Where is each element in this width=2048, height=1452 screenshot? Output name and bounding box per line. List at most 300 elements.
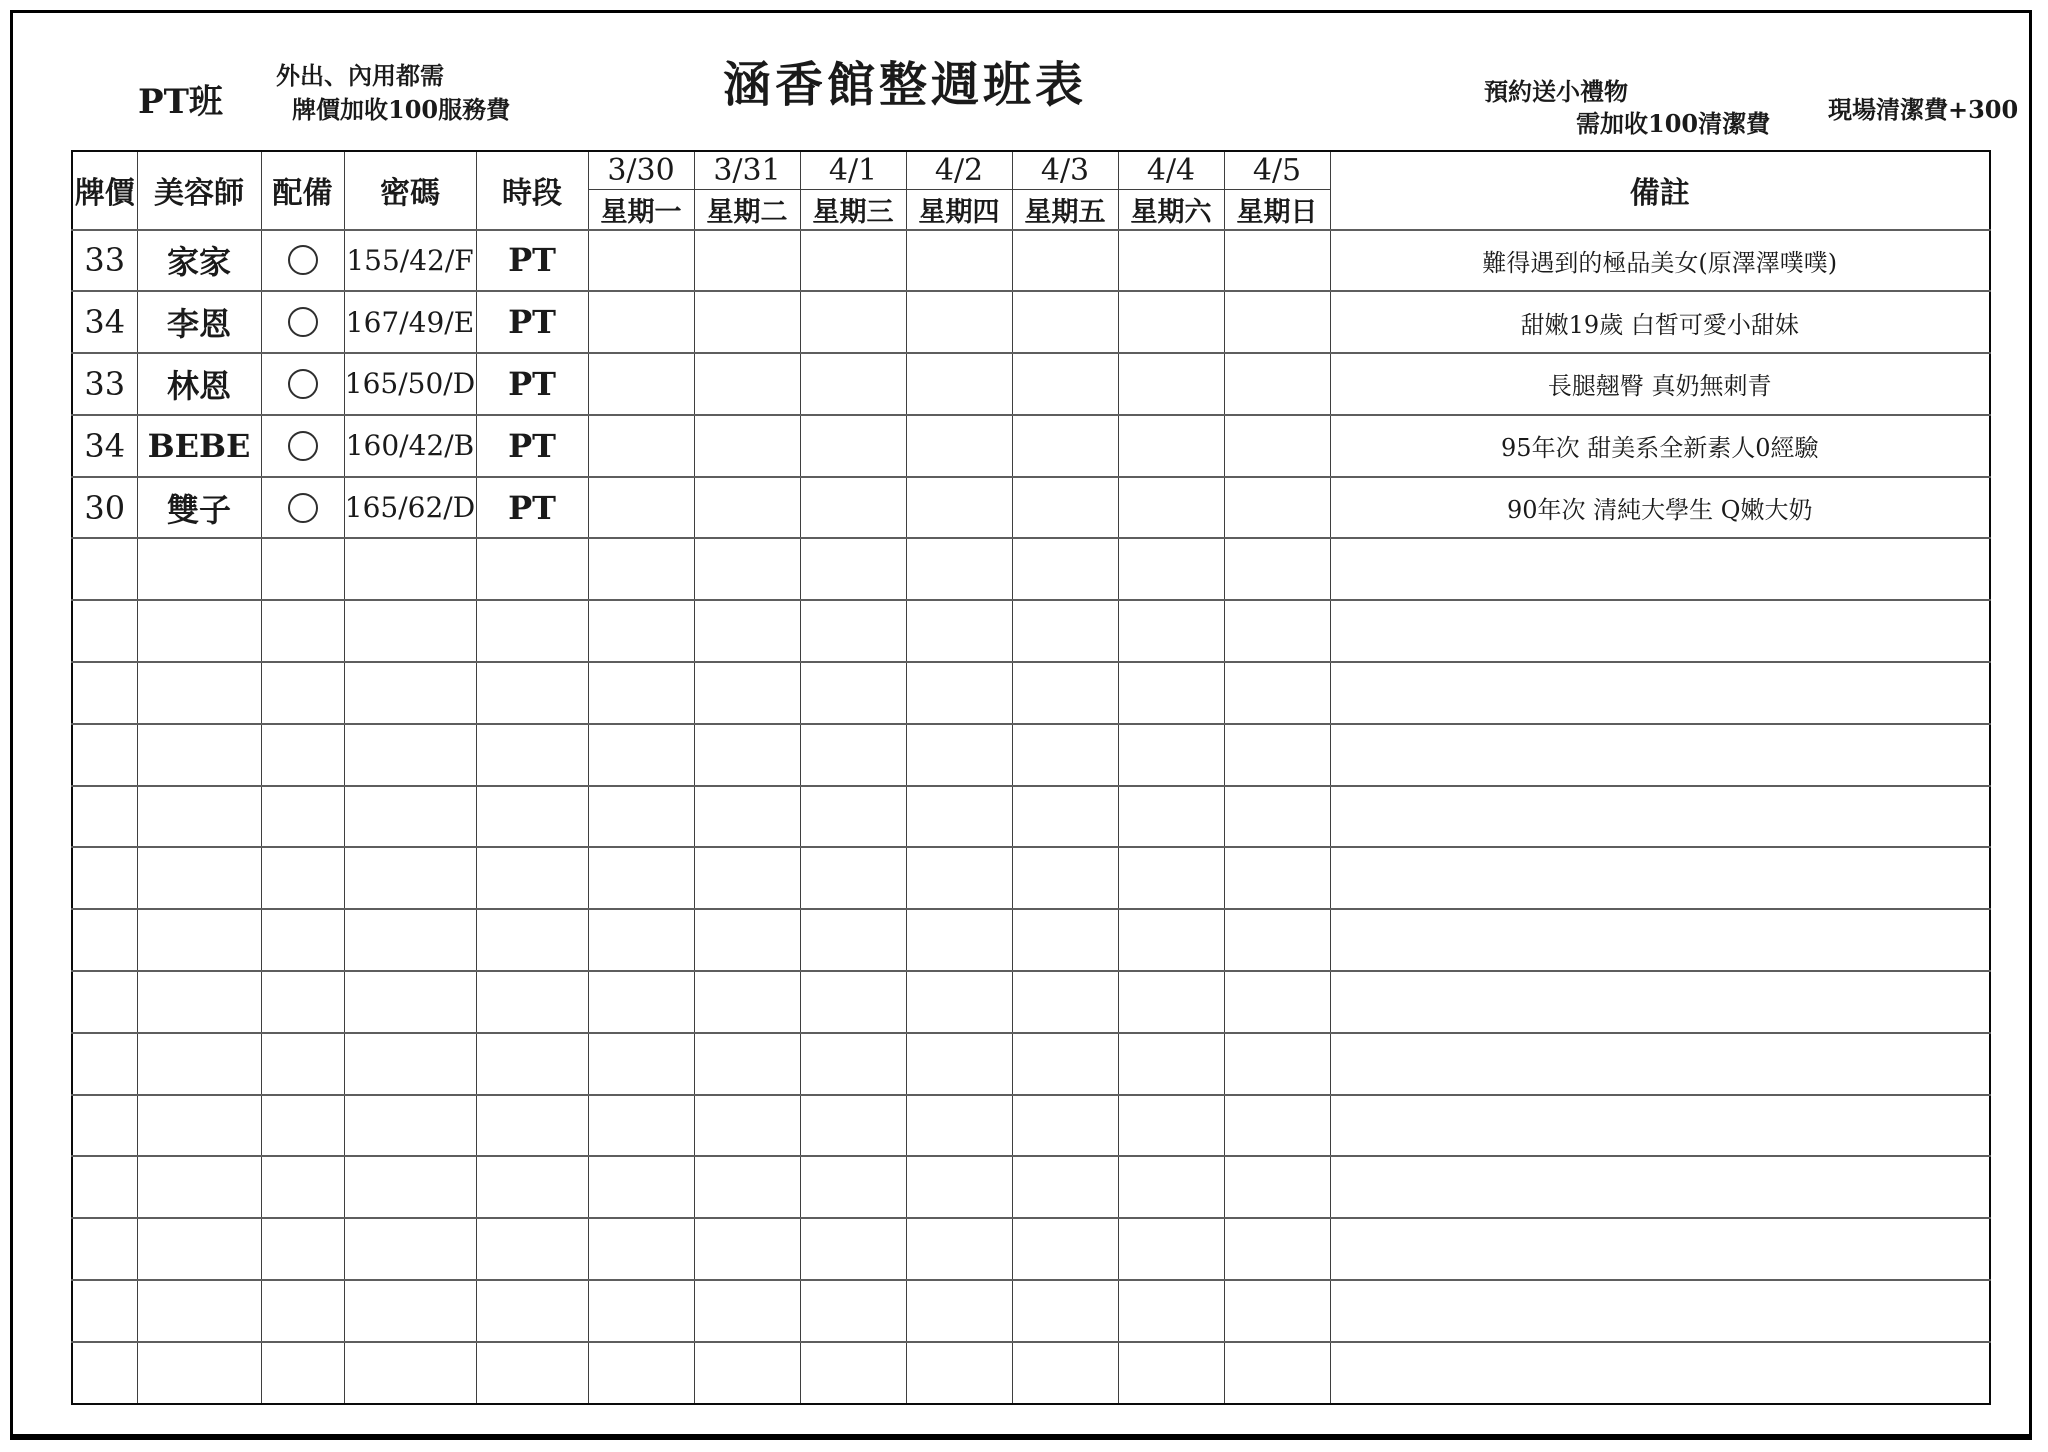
table-row (72, 353, 1990, 415)
day-schedule-cell (1118, 1342, 1224, 1404)
equipment-cell (261, 724, 344, 786)
day-schedule-cell (800, 538, 906, 600)
code-cell (344, 538, 476, 600)
day-schedule-cell (906, 1156, 1012, 1218)
remark-cell: 90年次 清純大學生 Q嫩大奶 (1330, 477, 1990, 539)
price-cell (72, 1033, 137, 1095)
beautician-name-cell (137, 1280, 261, 1342)
day-schedule-cell (588, 1095, 694, 1157)
day-schedule-cell (906, 724, 1012, 786)
day-schedule-cell (588, 724, 694, 786)
beautician-name-cell: 雙子 (137, 477, 261, 539)
day-schedule-cell (1224, 600, 1330, 662)
day-schedule-cell (694, 909, 800, 971)
equipment-cell (261, 600, 344, 662)
day-schedule-cell (906, 415, 1012, 477)
equipment-cell (261, 1218, 344, 1280)
remark-cell (1330, 1280, 1990, 1342)
day-schedule-cell (694, 662, 800, 724)
day-schedule-cell (1012, 724, 1118, 786)
shift-cell (476, 1095, 588, 1157)
service-fee-note-line2: 牌價加收100服務費 (292, 95, 511, 124)
day-schedule-cell (588, 1156, 694, 1218)
col-header-price: 牌價 (72, 151, 137, 230)
price-cell (72, 600, 137, 662)
service-fee-note-line1: 外出、內用都需 (276, 61, 444, 90)
weekday-header: 星期日 (1224, 189, 1330, 230)
equipment-circle-icon (288, 245, 318, 275)
table-row (72, 538, 1990, 600)
remark-cell (1330, 786, 1990, 848)
day-schedule-cell (1224, 415, 1330, 477)
beautician-name-cell (137, 1156, 261, 1218)
day-schedule-cell (1118, 291, 1224, 353)
shift-cell (476, 1280, 588, 1342)
day-schedule-cell (1224, 847, 1330, 909)
day-schedule-cell (1224, 724, 1330, 786)
shift-cell (476, 786, 588, 848)
price-cell (72, 662, 137, 724)
cleaning-fee-note: 需加收100清潔費 (1576, 109, 1771, 138)
remark-cell (1330, 1156, 1990, 1218)
remark-cell (1330, 847, 1990, 909)
shift-cell (476, 724, 588, 786)
code-cell: 165/50/D (344, 353, 476, 415)
equipment-cell (261, 291, 344, 353)
day-schedule-cell (1224, 1218, 1330, 1280)
day-schedule-cell (1118, 1095, 1224, 1157)
weekday-header: 星期五 (1012, 189, 1118, 230)
day-schedule-cell (1224, 477, 1330, 539)
day-schedule-cell (588, 1280, 694, 1342)
col-header-remarks: 備註 (1330, 151, 1990, 230)
day-schedule-cell (1012, 786, 1118, 848)
remark-cell (1330, 1342, 1990, 1404)
day-schedule-cell (694, 847, 800, 909)
schedule-body (72, 230, 1990, 1404)
equipment-cell (261, 1156, 344, 1218)
remark-cell: 難得遇到的極品美女(原澤澤噗噗) (1330, 230, 1990, 292)
code-cell (344, 1095, 476, 1157)
beautician-name-cell (137, 600, 261, 662)
day-schedule-cell (588, 1342, 694, 1404)
table-row (72, 1280, 1990, 1342)
remark-cell (1330, 1033, 1990, 1095)
day-schedule-cell (694, 291, 800, 353)
day-schedule-cell (1012, 971, 1118, 1033)
remark-cell (1330, 971, 1990, 1033)
day-schedule-cell (800, 1095, 906, 1157)
day-schedule-cell (1224, 1095, 1330, 1157)
day-schedule-cell (906, 1218, 1012, 1280)
weekday-header: 星期三 (800, 189, 906, 230)
code-cell (344, 724, 476, 786)
code-cell (344, 600, 476, 662)
col-header-code: 密碼 (344, 151, 476, 230)
day-schedule-cell (800, 600, 906, 662)
day-schedule-cell (694, 1342, 800, 1404)
day-schedule-cell (800, 1033, 906, 1095)
day-schedule-cell (800, 786, 906, 848)
day-schedule-cell (1118, 786, 1224, 848)
day-schedule-cell (1012, 477, 1118, 539)
class-type-label: PT班 (138, 82, 223, 122)
equipment-circle-icon (288, 369, 318, 399)
equipment-cell (261, 538, 344, 600)
day-schedule-cell (906, 662, 1012, 724)
table-row (72, 724, 1990, 786)
price-cell: 30 (72, 477, 137, 539)
remark-cell (1330, 1218, 1990, 1280)
remark-cell (1330, 1095, 1990, 1157)
beautician-name-cell: 林恩 (137, 353, 261, 415)
equipment-cell (261, 786, 344, 848)
day-schedule-cell (1224, 353, 1330, 415)
price-cell: 34 (72, 291, 137, 353)
day-schedule-cell (1118, 724, 1224, 786)
day-schedule-cell (1118, 909, 1224, 971)
code-cell (344, 971, 476, 1033)
day-schedule-cell (694, 786, 800, 848)
day-schedule-cell (588, 353, 694, 415)
day-schedule-cell (906, 786, 1012, 848)
weekday-header: 星期一 (588, 189, 694, 230)
remark-cell: 長腿翹臀 真奶無刺青 (1330, 353, 1990, 415)
table-row (72, 847, 1990, 909)
equipment-cell (261, 847, 344, 909)
equipment-cell (261, 1342, 344, 1404)
day-schedule-cell (800, 1156, 906, 1218)
beautician-name-cell (137, 971, 261, 1033)
table-row (72, 662, 1990, 724)
day-schedule-cell (1012, 291, 1118, 353)
beautician-name-cell (137, 1095, 261, 1157)
code-cell (344, 1156, 476, 1218)
day-schedule-cell (1118, 1156, 1224, 1218)
day-schedule-cell (1012, 600, 1118, 662)
day-schedule-cell (588, 1033, 694, 1095)
day-schedule-cell (1118, 662, 1224, 724)
shift-cell: PT (476, 477, 588, 539)
shift-cell (476, 909, 588, 971)
day-schedule-cell (1012, 230, 1118, 292)
day-schedule-cell (588, 909, 694, 971)
day-schedule-cell (906, 353, 1012, 415)
day-schedule-cell (800, 477, 906, 539)
equipment-cell (261, 971, 344, 1033)
code-cell (344, 1342, 476, 1404)
code-cell: 160/42/B (344, 415, 476, 477)
day-schedule-cell (694, 538, 800, 600)
day-schedule-cell (906, 230, 1012, 292)
day-schedule-cell (800, 1280, 906, 1342)
code-cell (344, 662, 476, 724)
day-schedule-cell (588, 662, 694, 724)
equipment-cell (261, 662, 344, 724)
date-header: 4/4 (1118, 151, 1224, 189)
day-schedule-cell (1224, 786, 1330, 848)
day-schedule-cell (800, 1218, 906, 1280)
equipment-cell (261, 1280, 344, 1342)
code-cell (344, 1218, 476, 1280)
equipment-cell (261, 909, 344, 971)
day-schedule-cell (1118, 1033, 1224, 1095)
day-schedule-cell (800, 909, 906, 971)
day-schedule-cell (800, 353, 906, 415)
day-schedule-cell (1012, 1280, 1118, 1342)
day-schedule-cell (1012, 415, 1118, 477)
equipment-cell (261, 1033, 344, 1095)
day-schedule-cell (694, 230, 800, 292)
day-schedule-cell (588, 477, 694, 539)
weekday-header: 星期六 (1118, 189, 1224, 230)
day-schedule-cell (1118, 847, 1224, 909)
day-schedule-cell (1224, 1280, 1330, 1342)
day-schedule-cell (694, 1095, 800, 1157)
equipment-cell (261, 415, 344, 477)
price-cell (72, 971, 137, 1033)
col-header-equipment: 配備 (261, 151, 344, 230)
day-schedule-cell (1224, 230, 1330, 292)
beautician-name-cell (137, 538, 261, 600)
day-schedule-cell (800, 415, 906, 477)
remark-cell: 甜嫩19歲 白皙可愛小甜妹 (1330, 291, 1990, 353)
col-header-beautician: 美容師 (137, 151, 261, 230)
code-cell (344, 847, 476, 909)
day-schedule-cell (1224, 291, 1330, 353)
schedule-table (71, 150, 1991, 1405)
table-row (72, 230, 1990, 292)
day-schedule-cell (694, 477, 800, 539)
beautician-name-cell (137, 786, 261, 848)
header-row-dates (72, 151, 1990, 189)
beautician-name-cell (137, 1033, 261, 1095)
day-schedule-cell (800, 291, 906, 353)
day-schedule-cell (906, 291, 1012, 353)
shift-cell (476, 971, 588, 1033)
day-schedule-cell (1224, 909, 1330, 971)
table-row (72, 909, 1990, 971)
day-schedule-cell (1118, 600, 1224, 662)
remark-cell (1330, 724, 1990, 786)
price-cell: 33 (72, 353, 137, 415)
day-schedule-cell (800, 971, 906, 1033)
day-schedule-cell (1012, 662, 1118, 724)
day-schedule-cell (1224, 1033, 1330, 1095)
day-schedule-cell (588, 538, 694, 600)
day-schedule-cell (800, 847, 906, 909)
price-cell (72, 1156, 137, 1218)
beautician-name-cell (137, 1218, 261, 1280)
day-schedule-cell (588, 847, 694, 909)
table-row (72, 786, 1990, 848)
day-schedule-cell (800, 724, 906, 786)
shift-cell (476, 538, 588, 600)
table-row (72, 1033, 1990, 1095)
day-schedule-cell (800, 1342, 906, 1404)
day-schedule-cell (1118, 971, 1224, 1033)
shift-cell (476, 662, 588, 724)
day-schedule-cell (1118, 538, 1224, 600)
day-schedule-cell (694, 353, 800, 415)
onsite-cleaning-fee-note: 現場清潔費+300 (1828, 95, 2019, 124)
price-cell (72, 909, 137, 971)
beautician-name-cell (137, 724, 261, 786)
day-schedule-cell (1012, 909, 1118, 971)
beautician-name-cell: 家家 (137, 230, 261, 292)
day-schedule-cell (800, 662, 906, 724)
day-schedule-cell (906, 1033, 1012, 1095)
date-header: 4/2 (906, 151, 1012, 189)
day-schedule-cell (588, 786, 694, 848)
day-schedule-cell (1012, 847, 1118, 909)
shift-cell: PT (476, 415, 588, 477)
day-schedule-cell (588, 971, 694, 1033)
equipment-cell (261, 230, 344, 292)
day-schedule-cell (1118, 477, 1224, 539)
day-schedule-cell (1224, 1342, 1330, 1404)
day-schedule-cell (906, 1095, 1012, 1157)
day-schedule-cell (1012, 538, 1118, 600)
code-cell: 167/49/E (344, 291, 476, 353)
weekday-header: 星期二 (694, 189, 800, 230)
day-schedule-cell (1012, 1218, 1118, 1280)
day-schedule-cell (906, 971, 1012, 1033)
day-schedule-cell (694, 1280, 800, 1342)
day-schedule-cell (588, 415, 694, 477)
day-schedule-cell (588, 600, 694, 662)
price-cell: 33 (72, 230, 137, 292)
shift-cell: PT (476, 291, 588, 353)
day-schedule-cell (694, 1218, 800, 1280)
code-cell (344, 1280, 476, 1342)
beautician-name-cell (137, 847, 261, 909)
price-cell (72, 1218, 137, 1280)
day-schedule-cell (694, 971, 800, 1033)
equipment-circle-icon (288, 307, 318, 337)
shift-cell (476, 1156, 588, 1218)
table-row (72, 477, 1990, 539)
price-cell (72, 1095, 137, 1157)
day-schedule-cell (1012, 353, 1118, 415)
day-schedule-cell (906, 477, 1012, 539)
day-schedule-cell (906, 538, 1012, 600)
day-schedule-cell (906, 909, 1012, 971)
day-schedule-cell (800, 230, 906, 292)
day-schedule-cell (906, 1280, 1012, 1342)
date-header: 4/5 (1224, 151, 1330, 189)
shift-cell: PT (476, 353, 588, 415)
day-schedule-cell (1118, 230, 1224, 292)
price-cell (72, 1342, 137, 1404)
remark-cell (1330, 909, 1990, 971)
date-header: 4/1 (800, 151, 906, 189)
day-schedule-cell (1118, 1218, 1224, 1280)
code-cell (344, 1033, 476, 1095)
table-row (72, 1218, 1990, 1280)
remark-cell (1330, 600, 1990, 662)
shift-cell (476, 1218, 588, 1280)
date-header: 4/3 (1012, 151, 1118, 189)
day-schedule-cell (1012, 1095, 1118, 1157)
weekday-header: 星期四 (906, 189, 1012, 230)
day-schedule-cell (694, 600, 800, 662)
date-header: 3/30 (588, 151, 694, 189)
remark-cell (1330, 538, 1990, 600)
equipment-cell (261, 477, 344, 539)
code-cell: 155/42/F (344, 230, 476, 292)
day-schedule-cell (1118, 1280, 1224, 1342)
shift-cell (476, 600, 588, 662)
beautician-name-cell: 李恩 (137, 291, 261, 353)
day-schedule-cell (1224, 1156, 1330, 1218)
shift-cell: PT (476, 230, 588, 292)
day-schedule-cell (588, 291, 694, 353)
equipment-circle-icon (288, 493, 318, 523)
shift-cell (476, 1033, 588, 1095)
day-schedule-cell (588, 230, 694, 292)
price-cell: 34 (72, 415, 137, 477)
shift-cell (476, 847, 588, 909)
day-schedule-cell (1224, 538, 1330, 600)
beautician-name-cell (137, 909, 261, 971)
day-schedule-cell (694, 415, 800, 477)
price-cell (72, 1280, 137, 1342)
table-row (72, 971, 1990, 1033)
table-row (72, 1342, 1990, 1404)
remark-cell (1330, 662, 1990, 724)
price-cell (72, 538, 137, 600)
table-row (72, 1095, 1990, 1157)
day-schedule-cell (694, 724, 800, 786)
day-schedule-cell (906, 600, 1012, 662)
day-schedule-cell (1012, 1156, 1118, 1218)
page-title: 涵香館整週班表 (722, 57, 1088, 113)
day-schedule-cell (694, 1033, 800, 1095)
remark-cell: 95年次 甜美系全新素人0經驗 (1330, 415, 1990, 477)
table-row (72, 415, 1990, 477)
beautician-name-cell: BEBE (137, 415, 261, 477)
date-header: 3/31 (694, 151, 800, 189)
day-schedule-cell (1012, 1033, 1118, 1095)
day-schedule-cell (1012, 1342, 1118, 1404)
day-schedule-cell (1118, 415, 1224, 477)
equipment-circle-icon (288, 431, 318, 461)
day-schedule-cell (1118, 353, 1224, 415)
day-schedule-cell (588, 1218, 694, 1280)
day-schedule-cell (694, 1156, 800, 1218)
day-schedule-cell (1224, 662, 1330, 724)
code-cell (344, 786, 476, 848)
table-row (72, 600, 1990, 662)
code-cell (344, 909, 476, 971)
equipment-cell (261, 353, 344, 415)
day-schedule-cell (906, 847, 1012, 909)
shift-cell (476, 1342, 588, 1404)
beautician-name-cell (137, 1342, 261, 1404)
day-schedule-cell (906, 1342, 1012, 1404)
equipment-cell (261, 1095, 344, 1157)
price-cell (72, 724, 137, 786)
booking-gift-note: 預約送小禮物 (1484, 77, 1628, 106)
code-cell: 165/62/D (344, 477, 476, 539)
price-cell (72, 847, 137, 909)
price-cell (72, 786, 137, 848)
day-schedule-cell (1224, 971, 1330, 1033)
beautician-name-cell (137, 662, 261, 724)
table-row (72, 291, 1990, 353)
col-header-shift: 時段 (476, 151, 588, 230)
